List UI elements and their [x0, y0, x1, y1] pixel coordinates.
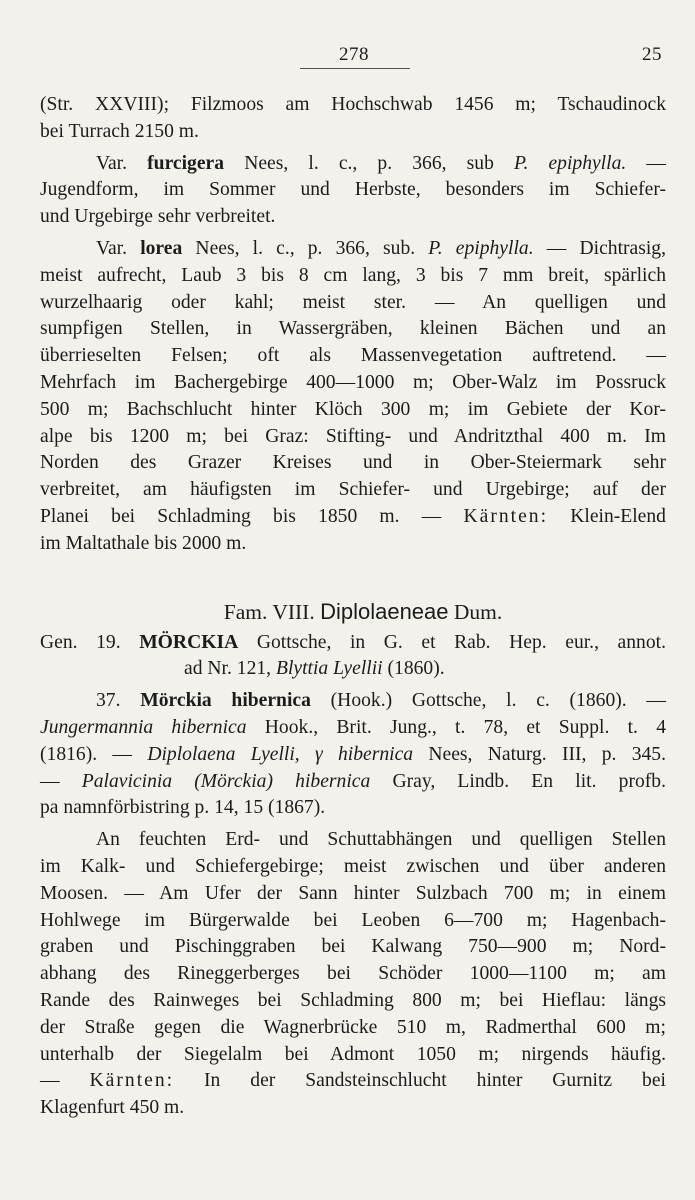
page-number: 278	[339, 44, 369, 65]
page-number-right: 25	[642, 44, 662, 65]
variety-name: lorea	[140, 237, 183, 259]
paragraph-var-furcigera: Var. furcigera Nees, l. c., p. 366, sub P. epiphylla. — Jugendform, im Sommer und Herbste, besonders im Schiefer- und Urgebirge sehr verbreitet.	[40, 152, 666, 228]
species-name: Mörckia hibernica	[140, 690, 311, 712]
paragraph-var-lorea: Var. lorea Nees, l. c., p. 366, sub. P. epiphylla. — Dichtrasig, meist aufrecht, Laub 3 bis 8 cm lang, 3 bis 7 mm breit, spärlich wurzelhaarig oder kahl; meist ster. — An quelligen und sumpfigen Stellen, in Wassergräben, kleinen Bächen und an überrieselten Felsen; oft als Massenvegetation auftretend. — Mehrfach im Bachergebirge 400—1000 m; Ober-Walz im Possruck 500 m; Bachschlucht hinter Klöch 300 m; im Gebiete der Kor- alpe bis 1200 m; bei Graz: Stifting- und Andritzthal 400 m. Im Norden des Grazer Kreises und in Ober-Steiermark sehr verbreitet, am häufigsten im Schiefer- und Urgebirge; auf der Planei bei Schladming bis 1850 m. — Kärnten: Klein-Elend im Maltathale bis 2000 m.	[40, 237, 667, 554]
genus-heading: Gen. 19. MÖRCKIA Gottsche, in G. et Rab. Hep. eur., annot. ad Nr. 121, Blyttia Lyellii (1860).	[40, 631, 666, 680]
family-heading: Fam. VIII. Diplolaeneae Dum.	[223, 598, 503, 624]
body-text	[40, 92, 666, 1122]
paragraph-continuation: (Str. XXVIII); Filzmoos am Hochschwab 1456 m; Tschaudinock bei Turrach 2150 m.	[40, 94, 666, 142]
header-rule	[300, 68, 410, 69]
variety-name: furcigera	[147, 152, 225, 174]
species-37-habitat: An feuchten Erd- und Schuttabhängen und quelligen Stellen im Kalk- und Schiefergebirge; meist zwischen und über anderen Moosen. — Am Ufer der Sann hinter Sulzbach 700 m; in einem Hohlwege im Bürgerwalde bei Leoben 6—700 m; Hagenbach- graben und Pischinggraben bei Kalwang 750—900 m; Nord- abhang des Rineggerberges bei Schöder 1000—1100 m; am Rande des Rainweges bei Schladming 800 m; bei Hieflau: längs der Straße gegen die Wagnerbrücke 510 m, Radmerthal 600 m; unterhalb der Siegelalm bei Admont 1050 m; nirgends häufig. — Kärnten: In der Sandsteinschlucht hinter Gurnitz bei Klagenfurt 450 m.	[40, 829, 666, 1119]
species-37-synonymy: 37. Mörckia hibernica (Hook.) Gottsche, l. c. (1860). — Jungermannia hibernica Hook., Brit. Jung., t. 78, et Suppl. t. 4 (1816). — Diplolaena Lyelli, γ hibernica Nees, Naturg. III, p. 345. — Palavicinia (Mörckia) hibernica Gray, Lindb. En lit. profb. pa namnförbistring p. 14, 15 (1867).	[40, 690, 667, 819]
